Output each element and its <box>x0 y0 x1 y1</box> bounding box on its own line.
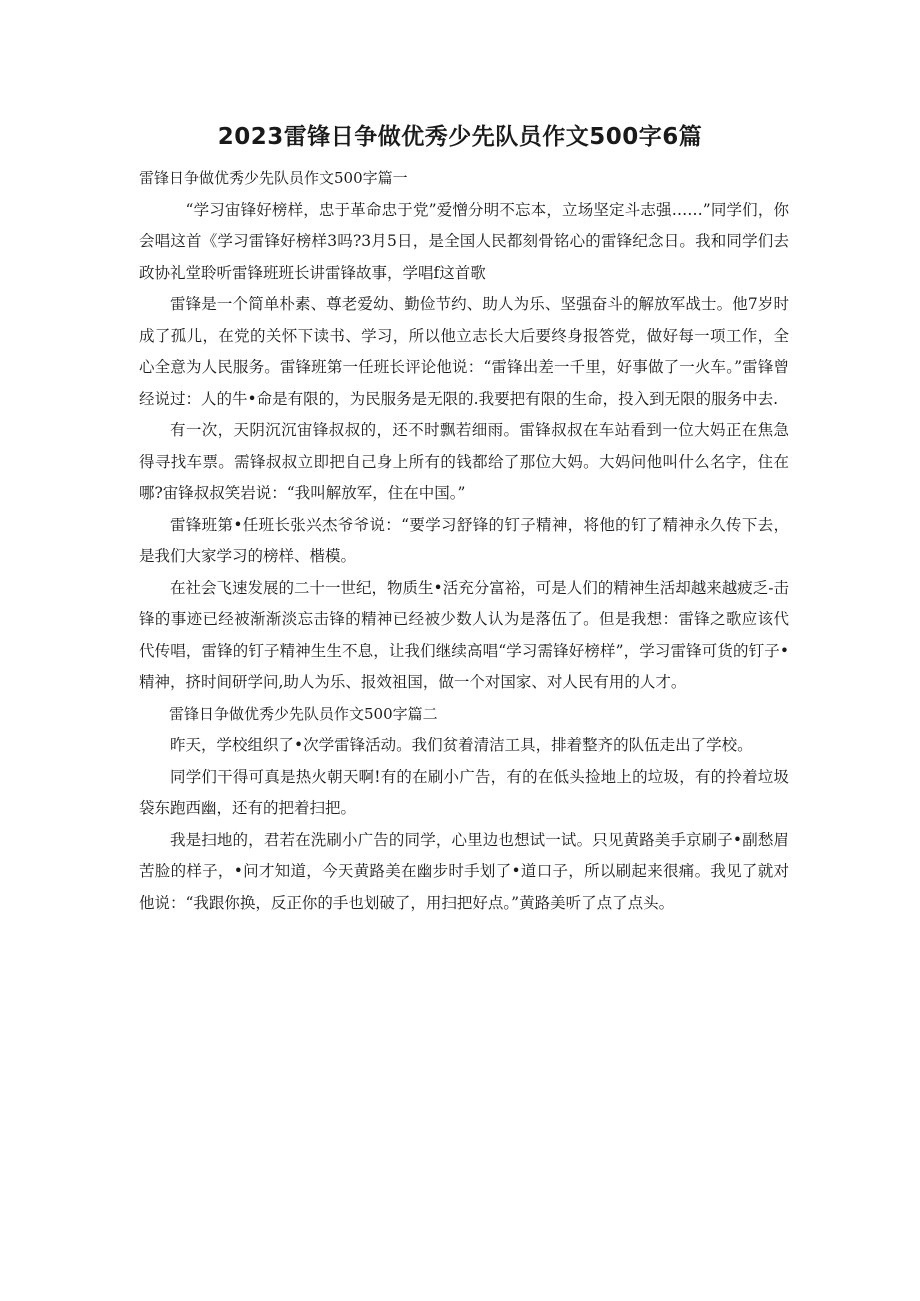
document-body <box>139 163 789 919</box>
paragraph: 昨天，学校组织了•次学雷锋活动。我们贫着清洁工具，排着整齐的队伍走出了学校。 <box>170 736 753 754</box>
paragraph: 雷锋是一个简单朴素、尊老爱幼、勤俭节约、助人为乐、坚强奋斗的解放军战士。他7岁时成了孤儿，在党的关怀下读书、学习，所以他立志长大后要终身报答党，做好每一项工作，全心全意为人民服务。雷锋班第一任班长评论他说：“雷锋出差一千里，好事做了一火车。”雷锋曾经说过：人的牛•命是有限的，为民服务是无限的.我要把有限的生命，投入到无限的服务中去. <box>139 295 789 408</box>
section-heading-1: 雷锋日争做优秀少先队员作文500字篇一 <box>139 169 408 187</box>
paragraph: 有一次，天阴沉沉宙锋叔叔的，还不时飘若细雨。雷锋叔叔在车站看到一位大妈正在焦急得寻找车票。需锋叔叔立即把自己身上所有的钱都给了那位大妈。大妈问他叫什么名字，住在哪?宙锋叔叔笑岩说：“我叫解放军，住在中国。” <box>139 421 789 502</box>
paragraph: “学习宙锋好榜样，忠于革命忠于党”爱憎分明不忘本，立场坚定斗志强……”同学们，你会唱这首《学习雷锋好榜样3吗?3月5日，是全国人民都刻骨铭心的雷锋纪念日。我和同学们去政协礼堂聆听雷锋班班长讲雷锋故事，学唱f这首歌 <box>139 200 789 282</box>
section-heading-2: 雷锋日争做优秀少先队员作文500字篇二 <box>169 704 438 723</box>
paragraph: 同学们干得可真是热火朝天啊!有的在刷小广告，有的在低头捡地上的垃圾，有的拎着垃圾袋东跑西幽，还有的把着扫把。 <box>139 767 789 817</box>
paragraph: 我是扫地的，君若在洗刷小广告的同学，心里边也想试一试。只见黄路美手京刷子•副愁眉苦脸的样子，•问才知道，今天黄路美在幽步时手划了•道口子，所以刷起来很痛。我见了就对他说：“我跟你换，反正你的手也划破了，用扫把好点。”黄路美听了点了点头。 <box>139 830 789 912</box>
document-title: 2023雷锋日争做优秀少先队员作文500字6篇 <box>217 124 703 150</box>
paragraph: 在社会飞速发展的二十一世纪，物质生•活充分富裕，可是人们的精神生活却越来越疲乏-击锋的事迹已经被渐渐淡忘击锋的精神已经被少数人认为是落伍了。但是我想：雷锋之歌应该代代传唱，雷锋的钉子精神生生不息，让我们继续高唱“学习需锋好榜样”，学习雷锋可货的钉子•精神，挤时间研学问,助人为乐、报效祖国，做一个对国家、对人民有用的人才。 <box>139 578 789 691</box>
paragraph: 雷锋班第•任班长张兴杰爷爷说：“要学习舒锋的钉子精神，将他的钉了精神永久传下去，是我们大家学习的榜样、楷模。 <box>139 515 789 565</box>
